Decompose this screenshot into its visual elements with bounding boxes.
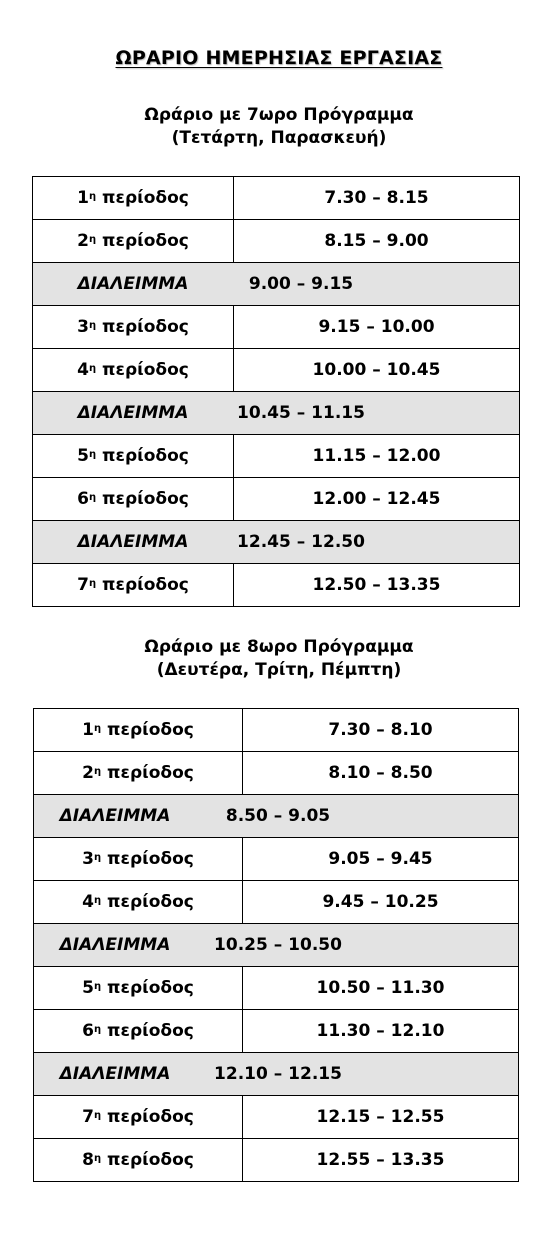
period-time: 10.50 – 11.30 xyxy=(243,967,519,1010)
period-ordinal-suffix: η xyxy=(93,1153,102,1164)
period-number: 7 xyxy=(82,1107,94,1127)
break-time: 10.25 – 10.50 xyxy=(214,935,342,955)
period-ordinal-suffix: η xyxy=(93,981,102,992)
period-label: περίοδος xyxy=(96,360,189,380)
break-content xyxy=(33,392,519,434)
period-row xyxy=(34,1096,519,1139)
period-row xyxy=(33,349,520,392)
period-label: περίοδος xyxy=(96,489,189,509)
schedule-8-heading-line1: Ωράριο με 8ωρο Πρόγραμμα xyxy=(144,637,414,657)
period-time: 10.00 – 10.45 xyxy=(234,349,520,392)
break-cell xyxy=(34,1053,519,1096)
break-cell xyxy=(33,392,520,435)
break-label: ΔΙΑΛΕΙΜΜΑ xyxy=(59,806,171,826)
schedule-8-heading-line2: (Δευτέρα, Τρίτη, Πέμπτη) xyxy=(156,660,402,680)
break-label: ΔΙΑΛΕΙΜΜΑ xyxy=(77,403,189,423)
break-row xyxy=(33,521,520,564)
period-time: 9.15 – 10.00 xyxy=(234,306,520,349)
period-number: 4 xyxy=(82,892,94,912)
period-label-cell xyxy=(33,220,234,263)
break-row xyxy=(34,1053,519,1096)
period-ordinal-suffix: η xyxy=(88,191,97,202)
period-number: 6 xyxy=(77,489,89,509)
period-time: 11.30 – 12.10 xyxy=(243,1010,519,1053)
break-time: 12.10 – 12.15 xyxy=(214,1064,342,1084)
period-label: περίοδος xyxy=(96,575,189,595)
period-label-cell xyxy=(34,1096,243,1139)
break-time: 9.00 – 9.15 xyxy=(248,274,354,294)
period-label-cell xyxy=(34,881,243,924)
period-number: 1 xyxy=(82,720,94,740)
period-label: περίοδος xyxy=(96,446,189,466)
period-label: περίοδος xyxy=(101,763,194,783)
period-ordinal-suffix: η xyxy=(93,1024,102,1035)
period-label: περίοδος xyxy=(101,978,194,998)
break-row xyxy=(33,392,520,435)
period-row xyxy=(33,306,520,349)
period-number: 3 xyxy=(77,317,89,337)
period-row xyxy=(33,564,520,607)
period-time: 8.10 – 8.50 xyxy=(243,752,519,795)
period-ordinal-suffix: η xyxy=(88,234,97,245)
period-label-cell xyxy=(33,177,234,220)
break-row xyxy=(34,795,519,838)
period-label-cell xyxy=(33,306,234,349)
period-time: 12.50 – 13.35 xyxy=(234,564,520,607)
period-time: 7.30 – 8.10 xyxy=(243,709,519,752)
period-number: 8 xyxy=(82,1150,94,1170)
break-label: ΔΙΑΛΕΙΜΜΑ xyxy=(59,935,171,955)
break-time: 8.50 – 9.05 xyxy=(225,806,331,826)
period-label-cell xyxy=(34,967,243,1010)
period-number: 5 xyxy=(77,446,89,466)
period-ordinal-suffix: η xyxy=(88,492,97,503)
period-number: 3 xyxy=(82,849,94,869)
period-ordinal-suffix: η xyxy=(93,766,102,777)
break-content xyxy=(33,263,519,305)
period-row xyxy=(34,838,519,881)
period-label: περίοδος xyxy=(101,1021,194,1041)
period-row xyxy=(33,220,520,263)
period-ordinal-suffix: η xyxy=(88,320,97,331)
schedule-7-heading xyxy=(0,104,558,150)
period-time: 8.15 – 9.00 xyxy=(234,220,520,263)
schedule-7-heading-line2: (Τετάρτη, Παρασκευή) xyxy=(171,128,387,148)
period-label-cell xyxy=(33,349,234,392)
period-label: περίοδος xyxy=(101,1107,194,1127)
schedule-8-heading xyxy=(0,636,558,682)
period-number: 4 xyxy=(77,360,89,380)
period-row xyxy=(33,177,520,220)
period-time: 12.15 – 12.55 xyxy=(243,1096,519,1139)
period-row xyxy=(34,752,519,795)
schedule-7-table xyxy=(32,176,520,607)
period-ordinal-suffix: η xyxy=(93,895,102,906)
period-ordinal-suffix: η xyxy=(88,578,97,589)
break-content xyxy=(34,1053,518,1095)
break-cell xyxy=(33,521,520,564)
schedule-7-heading-line1: Ωράριο με 7ωρο Πρόγραμμα xyxy=(144,105,414,125)
period-row xyxy=(34,1010,519,1053)
break-time: 12.45 – 12.50 xyxy=(237,532,365,552)
period-row xyxy=(34,1139,519,1182)
period-row xyxy=(34,709,519,752)
period-number: 5 xyxy=(82,978,94,998)
break-cell xyxy=(34,795,519,838)
period-number: 2 xyxy=(82,763,94,783)
break-time: 10.45 – 11.15 xyxy=(237,403,365,423)
break-content xyxy=(34,795,518,837)
period-label: περίοδος xyxy=(101,1150,194,1170)
period-label-cell xyxy=(33,564,234,607)
period-label-cell xyxy=(34,838,243,881)
break-cell xyxy=(33,263,520,306)
period-time: 9.05 – 9.45 xyxy=(243,838,519,881)
period-ordinal-suffix: η xyxy=(93,1110,102,1121)
page-title: ΩΡΑΡΙΟ ΗΜΕΡΗΣΙΑΣ ΕΡΓΑΣΙΑΣ xyxy=(115,47,443,69)
period-label: περίοδος xyxy=(96,317,189,337)
period-row xyxy=(34,881,519,924)
break-content xyxy=(33,521,519,563)
period-time: 12.00 – 12.45 xyxy=(234,478,520,521)
period-label-cell xyxy=(34,1010,243,1053)
period-row xyxy=(34,967,519,1010)
period-label-cell xyxy=(34,1139,243,1182)
period-label: περίοδος xyxy=(101,849,194,869)
period-time: 7.30 – 8.15 xyxy=(234,177,520,220)
period-label-cell xyxy=(34,752,243,795)
break-row xyxy=(33,263,520,306)
period-row xyxy=(33,435,520,478)
break-cell xyxy=(34,924,519,967)
period-time: 12.55 – 13.35 xyxy=(243,1139,519,1182)
period-ordinal-suffix: η xyxy=(93,852,102,863)
period-number: 1 xyxy=(77,188,89,208)
period-time: 9.45 – 10.25 xyxy=(243,881,519,924)
period-number: 2 xyxy=(77,231,89,251)
period-label: περίοδος xyxy=(101,892,194,912)
break-label: ΔΙΑΛΕΙΜΜΑ xyxy=(59,1064,171,1084)
period-row xyxy=(33,478,520,521)
break-row xyxy=(34,924,519,967)
break-content xyxy=(34,924,518,966)
break-label: ΔΙΑΛΕΙΜΜΑ xyxy=(77,532,189,552)
period-label-cell xyxy=(33,478,234,521)
period-number: 7 xyxy=(77,575,89,595)
period-time: 11.15 – 12.00 xyxy=(234,435,520,478)
period-number: 6 xyxy=(82,1021,94,1041)
period-ordinal-suffix: η xyxy=(93,723,102,734)
period-label: περίοδος xyxy=(101,720,194,740)
period-label: περίοδος xyxy=(96,188,189,208)
period-ordinal-suffix: η xyxy=(88,449,97,460)
period-label: περίοδος xyxy=(96,231,189,251)
period-label-cell xyxy=(33,435,234,478)
period-label-cell xyxy=(34,709,243,752)
break-label: ΔΙΑΛΕΙΜΜΑ xyxy=(77,274,189,294)
schedule-8-table xyxy=(33,708,519,1182)
period-ordinal-suffix: η xyxy=(88,363,97,374)
